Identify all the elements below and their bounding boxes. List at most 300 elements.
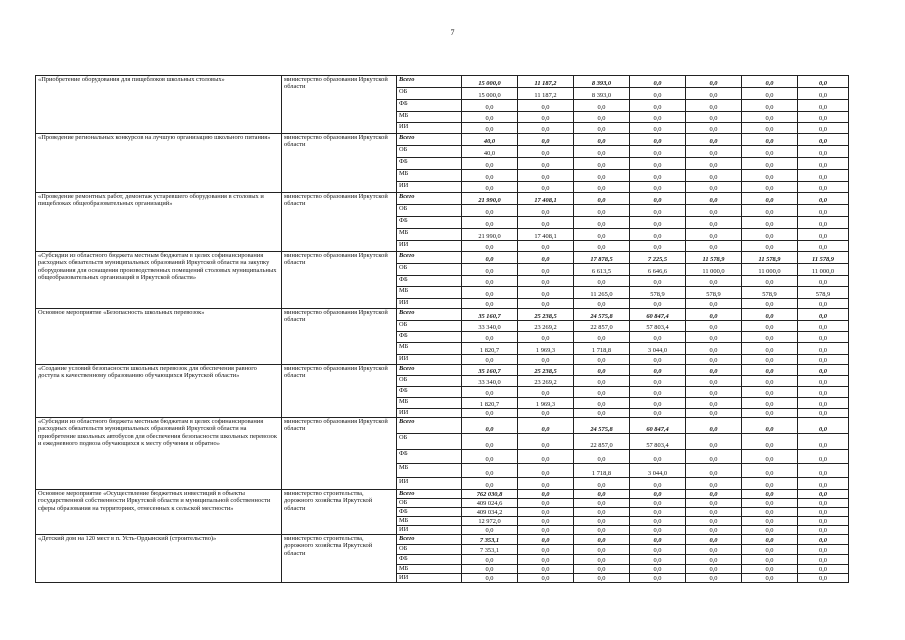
amount-cell: 0,0 (630, 508, 686, 517)
amount-cell: 8 393,0 (574, 76, 630, 88)
amount-cell: 0,0 (574, 499, 630, 508)
amount-cell: 0,0 (462, 217, 518, 229)
amount-cell: 0,0 (798, 545, 849, 555)
amount-cell: 0,0 (798, 434, 849, 450)
amount-cell: 0,0 (574, 517, 630, 526)
amount-cell: 0,0 (742, 241, 798, 252)
funding-source: ОБ (397, 376, 462, 387)
amount-cell: 0,0 (574, 241, 630, 252)
amount-cell: 35 160,7 (462, 309, 518, 321)
amount-cell: 0,0 (630, 376, 686, 387)
amount-cell: 0,0 (630, 478, 686, 490)
amount-cell: 0,0 (462, 555, 518, 565)
amount-cell: 0,0 (574, 146, 630, 158)
amount-cell: 11 000,0 (798, 264, 849, 276)
amount-cell: 0,0 (518, 574, 574, 583)
amount-cell: 11 000,0 (742, 264, 798, 276)
amount-cell: 0,0 (574, 299, 630, 309)
amount-cell: 0,0 (742, 343, 798, 355)
amount-cell: 0,0 (742, 365, 798, 376)
table-row (36, 252, 849, 264)
funding-source: ИИ (397, 299, 462, 309)
amount-cell: 0,0 (630, 365, 686, 376)
amount-cell: 11 187,2 (518, 76, 574, 88)
amount-cell: 0,0 (686, 376, 742, 387)
measure-name: «Создание условий безопасности школьных перевозок для обеспечения равного доступа к качественному образованию обучающихся Иркутской области» (36, 365, 282, 418)
amount-cell: 0,0 (518, 490, 574, 499)
funding-source: Всего (397, 535, 462, 545)
funding-source: Всего (397, 134, 462, 146)
funding-source: ФБ (397, 158, 462, 170)
amount-cell: 0,0 (630, 134, 686, 146)
amount-cell: 0,0 (518, 241, 574, 252)
amount-cell: 0,0 (574, 508, 630, 517)
amount-cell: 12 972,0 (462, 517, 518, 526)
amount-cell: 0,0 (686, 398, 742, 409)
funding-source: Всего (397, 309, 462, 321)
amount-cell: 0,0 (742, 398, 798, 409)
amount-cell: 0,0 (686, 464, 742, 478)
amount-cell: 0,0 (630, 387, 686, 398)
amount-cell: 60 847,4 (630, 309, 686, 321)
amount-cell: 0,0 (742, 535, 798, 545)
amount-cell: 0,0 (462, 287, 518, 299)
amount-cell: 60 847,4 (630, 418, 686, 434)
amount-cell: 0,0 (518, 299, 574, 309)
amount-cell: 0,0 (798, 376, 849, 387)
amount-cell: 0,0 (574, 134, 630, 146)
funding-source: ФБ (397, 217, 462, 229)
amount-cell: 0,0 (798, 450, 849, 464)
amount-cell: 0,0 (798, 146, 849, 158)
amount-cell: 11 265,0 (574, 287, 630, 299)
table-row (36, 365, 849, 376)
amount-cell: 0,0 (518, 205, 574, 217)
amount-cell: 17 878,5 (574, 252, 630, 264)
amount-cell: 0,0 (462, 100, 518, 112)
amount-cell: 0,0 (742, 565, 798, 574)
measure-name: «Приобретение оборудования для пищеблоков школьных столовых» (36, 76, 282, 134)
amount-cell: 0,0 (630, 555, 686, 565)
amount-cell: 0,0 (462, 252, 518, 264)
amount-cell: 578,9 (686, 287, 742, 299)
amount-cell: 0,0 (798, 355, 849, 365)
amount-cell: 0,0 (574, 229, 630, 241)
amount-cell: 0,0 (742, 229, 798, 241)
amount-cell: 0,0 (686, 418, 742, 434)
amount-cell: 0,0 (686, 343, 742, 355)
page-number: 7 (450, 28, 455, 37)
amount-cell: 0,0 (742, 321, 798, 332)
amount-cell: 0,0 (574, 182, 630, 193)
amount-cell: 0,0 (518, 434, 574, 450)
amount-cell: 0,0 (462, 409, 518, 418)
amount-cell: 0,0 (518, 387, 574, 398)
amount-cell: 3 044,0 (630, 464, 686, 478)
amount-cell: 0,0 (686, 217, 742, 229)
amount-cell: 0,0 (798, 508, 849, 517)
funding-source: Всего (397, 365, 462, 376)
amount-cell: 0,0 (574, 574, 630, 583)
amount-cell: 0,0 (518, 355, 574, 365)
executor: министерство строительства, дорожного хозяйства Иркутской области (282, 490, 397, 535)
amount-cell: 0,0 (574, 398, 630, 409)
amount-cell: 0,0 (574, 170, 630, 182)
amount-cell: 0,0 (742, 134, 798, 146)
funding-source: МБ (397, 287, 462, 299)
amount-cell: 0,0 (630, 182, 686, 193)
funding-source: ОБ (397, 88, 462, 100)
amount-cell: 0,0 (742, 434, 798, 450)
amount-cell: 0,0 (630, 205, 686, 217)
amount-cell: 0,0 (742, 545, 798, 555)
amount-cell: 0,0 (574, 355, 630, 365)
funding-source: Всего (397, 193, 462, 205)
amount-cell: 0,0 (742, 299, 798, 309)
amount-cell: 0,0 (686, 387, 742, 398)
amount-cell: 0,0 (630, 229, 686, 241)
amount-cell: 35 160,7 (462, 365, 518, 376)
amount-cell: 33 340,0 (462, 321, 518, 332)
amount-cell: 57 803,4 (630, 321, 686, 332)
amount-cell: 0,0 (630, 299, 686, 309)
amount-cell: 1 969,3 (518, 343, 574, 355)
amount-cell: 0,0 (574, 555, 630, 565)
amount-cell: 0,0 (798, 574, 849, 583)
amount-cell: 409 024,6 (462, 499, 518, 508)
amount-cell: 17 408,1 (518, 193, 574, 205)
amount-cell: 0,0 (630, 490, 686, 499)
funding-source: ОБ (397, 205, 462, 217)
amount-cell: 0,0 (462, 387, 518, 398)
amount-cell: 0,0 (630, 355, 686, 365)
funding-source: ИИ (397, 478, 462, 490)
amount-cell: 0,0 (742, 158, 798, 170)
amount-cell: 0,0 (686, 535, 742, 545)
amount-cell: 0,0 (742, 170, 798, 182)
funding-source: ИИ (397, 182, 462, 193)
amount-cell: 0,0 (518, 418, 574, 434)
measure-name: «Субсидии из областного бюджета местным бюджетам в целях софинансирования расходных обязательств муниципальных образований Иркутской области на приобретение школьных автобусов для обеспечения безопасности школьных перевозок и ежедневного подвоза обучающихся к месту обучения и обратно» (36, 418, 282, 490)
amount-cell: 0,0 (518, 217, 574, 229)
amount-cell: 0,0 (686, 450, 742, 464)
amount-cell: 0,0 (742, 490, 798, 499)
amount-cell: 0,0 (686, 478, 742, 490)
amount-cell: 0,0 (462, 112, 518, 123)
amount-cell: 0,0 (742, 146, 798, 158)
amount-cell: 0,0 (462, 464, 518, 478)
amount-cell: 0,0 (798, 205, 849, 217)
amount-cell: 0,0 (574, 193, 630, 205)
funding-source: ФБ (397, 100, 462, 112)
amount-cell: 0,0 (518, 287, 574, 299)
amount-cell: 409 034,2 (462, 508, 518, 517)
amount-cell: 0,0 (742, 88, 798, 100)
amount-cell: 25 238,5 (518, 365, 574, 376)
amount-cell: 0,0 (630, 193, 686, 205)
amount-cell: 0,0 (574, 123, 630, 134)
amount-cell: 0,0 (518, 508, 574, 517)
funding-source: Всего (397, 76, 462, 88)
funding-source: МБ (397, 343, 462, 355)
amount-cell: 0,0 (686, 574, 742, 583)
amount-cell: 0,0 (518, 123, 574, 134)
amount-cell: 578,9 (630, 287, 686, 299)
funding-source: МБ (397, 170, 462, 182)
amount-cell: 0,0 (686, 88, 742, 100)
amount-cell: 7 353,1 (462, 545, 518, 555)
amount-cell: 21 990,0 (462, 229, 518, 241)
amount-cell: 0,0 (798, 464, 849, 478)
amount-cell: 0,0 (686, 76, 742, 88)
amount-cell: 0,0 (574, 526, 630, 535)
amount-cell: 0,0 (462, 355, 518, 365)
amount-cell: 0,0 (574, 450, 630, 464)
amount-cell: 0,0 (742, 574, 798, 583)
amount-cell: 0,0 (686, 229, 742, 241)
executor: министерство образования Иркутской области (282, 252, 397, 309)
measure-name: «Субсидии из областного бюджета местным бюджетам в целях софинансирования расходных обязательств муниципальных образований Иркутской области на закупку оборудования для оснащения производственных помещений столовых муниципальных общеобразовательных организаций в Иркутской области» (36, 252, 282, 309)
amount-cell: 0,0 (630, 276, 686, 287)
funding-source: МБ (397, 517, 462, 526)
amount-cell: 1 718,8 (574, 464, 630, 478)
amount-cell: 0,0 (462, 264, 518, 276)
amount-cell: 0,0 (630, 100, 686, 112)
amount-cell: 0,0 (742, 508, 798, 517)
funding-source: ИИ (397, 409, 462, 418)
amount-cell: 0,0 (742, 309, 798, 321)
amount-cell: 0,0 (686, 158, 742, 170)
amount-cell: 0,0 (518, 146, 574, 158)
amount-cell: 0,0 (686, 146, 742, 158)
amount-cell: 0,0 (742, 387, 798, 398)
amount-cell: 0,0 (798, 112, 849, 123)
table-row (36, 76, 849, 88)
amount-cell: 0,0 (686, 508, 742, 517)
amount-cell: 0,0 (630, 526, 686, 535)
amount-cell: 0,0 (518, 535, 574, 545)
executor: министерство образования Иркутской области (282, 134, 397, 193)
amount-cell: 0,0 (798, 321, 849, 332)
amount-cell: 0,0 (518, 478, 574, 490)
amount-cell: 0,0 (518, 499, 574, 508)
amount-cell: 0,0 (798, 170, 849, 182)
amount-cell: 0,0 (742, 526, 798, 535)
amount-cell: 0,0 (518, 450, 574, 464)
amount-cell: 0,0 (630, 574, 686, 583)
amount-cell: 0,0 (630, 217, 686, 229)
amount-cell: 0,0 (518, 182, 574, 193)
amount-cell: 11 000,0 (686, 264, 742, 276)
amount-cell: 0,0 (518, 545, 574, 555)
executor: министерство образования Иркутской области (282, 193, 397, 252)
amount-cell: 0,0 (742, 418, 798, 434)
amount-cell: 0,0 (518, 170, 574, 182)
amount-cell: 0,0 (798, 134, 849, 146)
funding-source: ИИ (397, 355, 462, 365)
amount-cell: 57 803,4 (630, 434, 686, 450)
amount-cell: 0,0 (630, 241, 686, 252)
amount-cell: 0,0 (574, 545, 630, 555)
amount-cell: 0,0 (798, 193, 849, 205)
funding-source: ФБ (397, 508, 462, 517)
amount-cell: 1 718,8 (574, 343, 630, 355)
amount-cell: 0,0 (798, 88, 849, 100)
amount-cell: 0,0 (462, 434, 518, 450)
amount-cell: 0,0 (686, 490, 742, 499)
amount-cell: 0,0 (630, 409, 686, 418)
amount-cell: 0,0 (798, 241, 849, 252)
amount-cell: 0,0 (798, 299, 849, 309)
amount-cell: 0,0 (630, 545, 686, 555)
amount-cell: 0,0 (742, 123, 798, 134)
amount-cell: 0,0 (462, 158, 518, 170)
amount-cell: 22 857,0 (574, 321, 630, 332)
amount-cell: 0,0 (462, 526, 518, 535)
funding-source: ОБ (397, 146, 462, 158)
table-row (36, 134, 849, 146)
amount-cell: 15 000,0 (462, 88, 518, 100)
amount-cell: 0,0 (462, 450, 518, 464)
amount-cell: 0,0 (742, 182, 798, 193)
amount-cell: 0,0 (574, 365, 630, 376)
amount-cell: 0,0 (630, 565, 686, 574)
amount-cell: 0,0 (630, 499, 686, 508)
amount-cell: 0,0 (686, 182, 742, 193)
amount-cell: 0,0 (686, 555, 742, 565)
amount-cell: 0,0 (798, 158, 849, 170)
amount-cell: 0,0 (518, 276, 574, 287)
amount-cell: 17 408,1 (518, 229, 574, 241)
amount-cell: 0,0 (630, 123, 686, 134)
amount-cell: 11 578,9 (742, 252, 798, 264)
amount-cell: 0,0 (686, 365, 742, 376)
amount-cell: 0,0 (686, 409, 742, 418)
amount-cell: 0,0 (798, 398, 849, 409)
amount-cell: 0,0 (686, 545, 742, 555)
amount-cell: 0,0 (630, 112, 686, 123)
amount-cell: 0,0 (462, 332, 518, 343)
table-row (36, 490, 849, 499)
amount-cell: 0,0 (798, 535, 849, 545)
amount-cell: 0,0 (630, 398, 686, 409)
funding-source: МБ (397, 464, 462, 478)
amount-cell: 1 969,3 (518, 398, 574, 409)
amount-cell: 0,0 (742, 193, 798, 205)
amount-cell: 0,0 (630, 146, 686, 158)
amount-cell: 0,0 (686, 205, 742, 217)
amount-cell: 0,0 (742, 276, 798, 287)
amount-cell: 24 575,8 (574, 309, 630, 321)
amount-cell: 0,0 (518, 464, 574, 478)
amount-cell: 0,0 (686, 100, 742, 112)
amount-cell: 0,0 (518, 526, 574, 535)
amount-cell: 0,0 (518, 100, 574, 112)
table-row (36, 535, 849, 545)
funding-source: ФБ (397, 450, 462, 464)
amount-cell: 0,0 (742, 517, 798, 526)
amount-cell: 0,0 (574, 100, 630, 112)
amount-cell: 33 340,0 (462, 376, 518, 387)
amount-cell: 0,0 (462, 478, 518, 490)
measure-name: Основное мероприятие «Безопасность школьных перевозок» (36, 309, 282, 365)
executor: министерство образования Иркутской области (282, 309, 397, 365)
amount-cell: 0,0 (574, 387, 630, 398)
amount-cell: 0,0 (630, 450, 686, 464)
amount-cell: 0,0 (574, 490, 630, 499)
amount-cell: 0,0 (686, 526, 742, 535)
amount-cell: 0,0 (742, 76, 798, 88)
amount-cell: 578,9 (798, 287, 849, 299)
amount-cell: 0,0 (462, 123, 518, 134)
amount-cell: 0,0 (742, 355, 798, 365)
amount-cell: 1 820,7 (462, 398, 518, 409)
amount-cell: 0,0 (742, 499, 798, 508)
amount-cell: 25 238,5 (518, 309, 574, 321)
funding-source: ФБ (397, 555, 462, 565)
amount-cell: 0,0 (686, 170, 742, 182)
amount-cell: 0,0 (686, 193, 742, 205)
amount-cell: 0,0 (686, 276, 742, 287)
amount-cell: 0,0 (742, 450, 798, 464)
amount-cell: 0,0 (686, 434, 742, 450)
amount-cell: 0,0 (462, 170, 518, 182)
amount-cell: 0,0 (686, 565, 742, 574)
amount-cell: 40,0 (462, 146, 518, 158)
amount-cell: 0,0 (798, 478, 849, 490)
amount-cell: 0,0 (742, 217, 798, 229)
table-row (36, 193, 849, 205)
amount-cell: 0,0 (686, 321, 742, 332)
funding-source: ИИ (397, 241, 462, 252)
amount-cell: 0,0 (742, 112, 798, 123)
amount-cell: 0,0 (798, 100, 849, 112)
amount-cell: 0,0 (686, 517, 742, 526)
measure-name: «Проведение ремонтных работ, демонтаж устаревшего оборудования в столовых и пищеблоках общеобразовательных организаций» (36, 193, 282, 252)
amount-cell: 6 646,6 (630, 264, 686, 276)
amount-cell: 0,0 (462, 574, 518, 583)
amount-cell: 0,0 (462, 205, 518, 217)
funding-source: ФБ (397, 276, 462, 287)
amount-cell: 0,0 (518, 158, 574, 170)
funding-source: ИИ (397, 123, 462, 134)
amount-cell: 0,0 (798, 123, 849, 134)
amount-cell: 6 613,5 (574, 264, 630, 276)
amount-cell: 0,0 (574, 376, 630, 387)
amount-cell: 0,0 (798, 387, 849, 398)
amount-cell: 0,0 (798, 343, 849, 355)
funding-source: ОБ (397, 434, 462, 450)
budget-table-body (36, 76, 849, 583)
amount-cell: 0,0 (742, 478, 798, 490)
budget-table (35, 75, 849, 583)
funding-source: ОБ (397, 264, 462, 276)
amount-cell: 0,0 (798, 499, 849, 508)
amount-cell: 0,0 (798, 182, 849, 193)
amount-cell: 0,0 (686, 355, 742, 365)
amount-cell: 0,0 (742, 555, 798, 565)
amount-cell: 7 225,5 (630, 252, 686, 264)
amount-cell: 0,0 (742, 100, 798, 112)
amount-cell: 0,0 (462, 299, 518, 309)
funding-source: ОБ (397, 499, 462, 508)
amount-cell: 0,0 (462, 276, 518, 287)
measure-name: «Проведение региональных конкурсов на лучшую организацию школьного питания» (36, 134, 282, 193)
amount-cell: 0,0 (462, 241, 518, 252)
amount-cell: 0,0 (686, 112, 742, 123)
amount-cell: 0,0 (574, 205, 630, 217)
amount-cell: 22 857,0 (574, 434, 630, 450)
